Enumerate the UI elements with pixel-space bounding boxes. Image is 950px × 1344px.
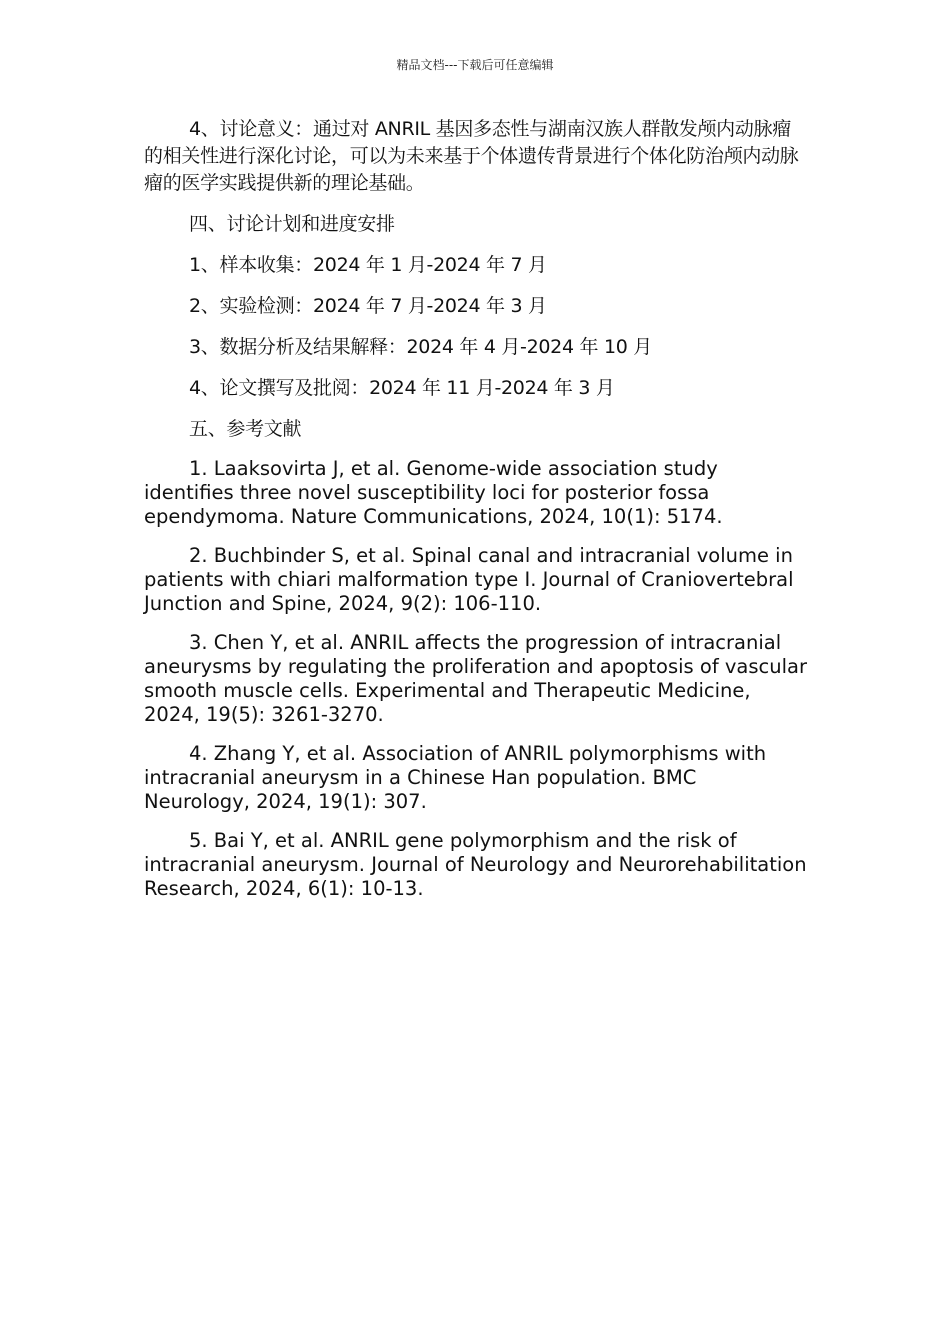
page-header-watermark: 精品文档---下载后可任意编辑	[396, 58, 554, 72]
references-heading: 五、参考文献	[189, 418, 302, 440]
document-body	[144, 116, 808, 916]
reference-item: 3. Chen Y, et al. ANRIL affects the progression of intracranial aneurysms by regulating the proliferation and apoptosis of vascular smooth muscle cells. Experimental and Therapeutic Medicine, 2024, 19(5): 3261-3270.	[144, 631, 807, 726]
reference-item: 4. Zhang Y, et al. Association of ANRIL polymorphisms with intracranial aneurysm in a Chinese Han population. BMC Neurology, 2024, 19(1): 307.	[144, 742, 767, 813]
plan-item: 1、样本收集：2024 年 1 月-2024 年 7 月	[189, 254, 547, 276]
plan-item: 3、数据分析及结果解释：2024 年 4 月-2024 年 10 月	[189, 336, 652, 358]
plan-item: 2、实验检测：2024 年 7 月-2024 年 3 月	[189, 295, 547, 317]
reference-item: 1. Laaksovirta J, et al. Genome-wide association study identifies three novel susceptibility loci for posterior fossa ependymoma. Nature Communications, 2024, 10(1): 5174.	[144, 457, 723, 528]
plan-item: 4、论文撰写及批阅：2024 年 11 月-2024 年 3 月	[189, 377, 615, 399]
significance-paragraph: 4、讨论意义：通过对 ANRIL 基因多态性与湖南汉族人群散发颅内动脉瘤的相关性进行深化讨论，可以为未来基于个体遗传背景进行个体化防治颅内动脉瘤的医学实践提供新的理论基础。	[144, 118, 799, 194]
reference-item: 5. Bai Y, et al. ANRIL gene polymorphism and the risk of intracranial aneurysm. Journal of Neurology and Neurorehabilitation Research, 2024, 6(1): 10-13.	[144, 829, 807, 900]
plan-heading: 四、讨论计划和进度安排	[189, 213, 395, 235]
reference-item: 2. Buchbinder S, et al. Spinal canal and intracranial volume in patients with chiari malformation type I. Journal of Craniovertebral Junction and Spine, 2024, 9(2): 106-110.	[144, 544, 794, 615]
